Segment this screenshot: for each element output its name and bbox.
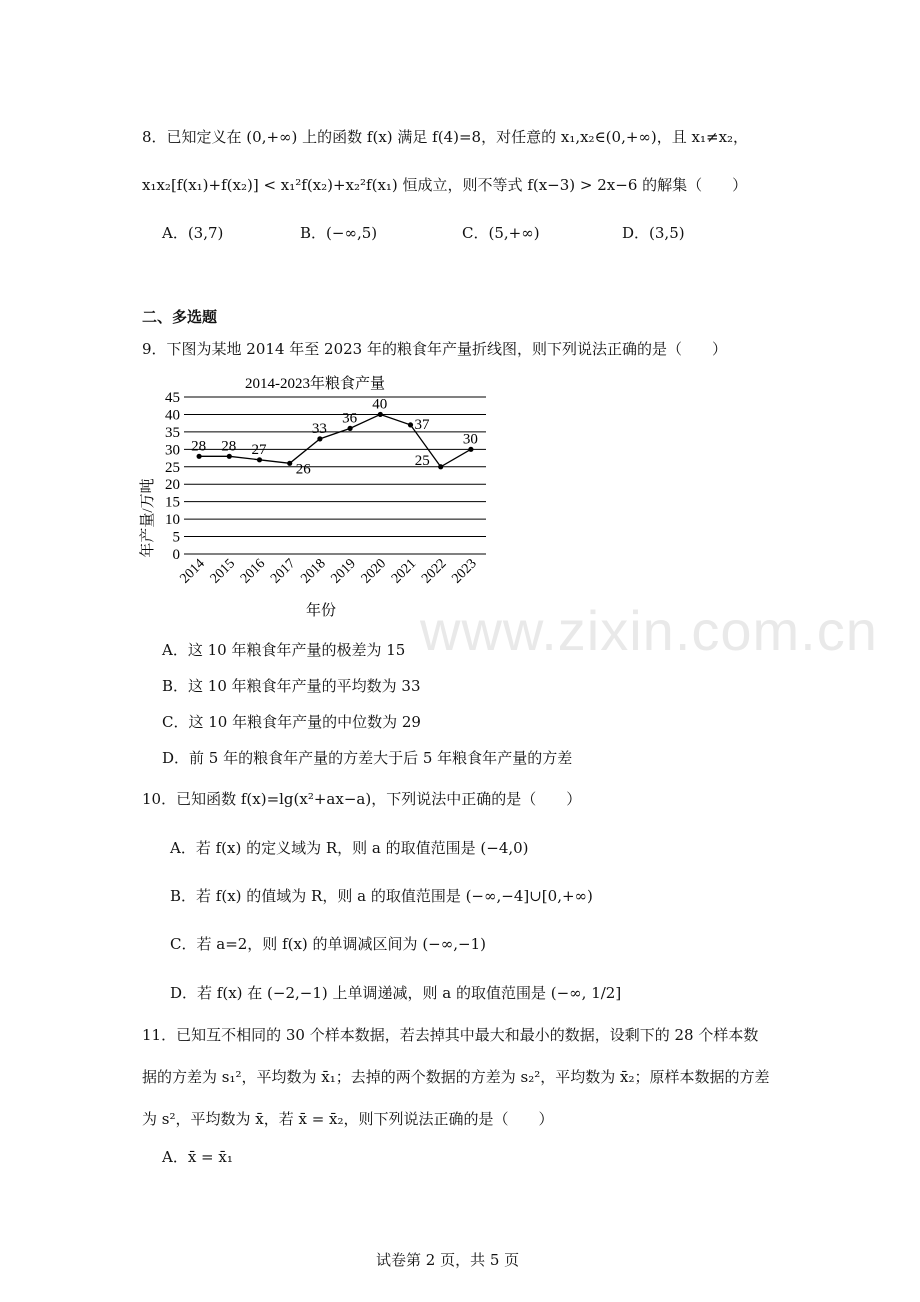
x-tick-label: 2020 bbox=[358, 556, 390, 587]
y-tick-label: 30 bbox=[165, 442, 180, 459]
data-label: 26 bbox=[295, 461, 311, 478]
x-tick-label: 2015 bbox=[207, 556, 239, 587]
x-tick-label: 2018 bbox=[298, 556, 329, 587]
q8-line1: 8．已知定义在 (0,+∞) 上的函数 f(x) 满足 f(4)=8，对任意的 x₁,x₂∈(0,+∞)，且 x₁≠x₂， bbox=[142, 128, 749, 146]
y-tick-label: 15 bbox=[165, 494, 180, 511]
x-tick-label: 2021 bbox=[388, 556, 420, 587]
y-tick-label: 10 bbox=[165, 512, 180, 529]
series-line bbox=[199, 414, 471, 466]
q10-stem: 10．已知函数 f(x)=lg(x²+ax−a)，下列说法中正确的是（ ） bbox=[142, 790, 582, 808]
q10-option-b: B．若 f(x) 的值域为 R，则 a 的取值范围是 (−∞,−4]∪[0,+∞) bbox=[170, 887, 593, 905]
q8-option-d: D．(3,5) bbox=[622, 224, 685, 242]
q9-stem: 9．下图为某地 2014 年至 2023 年的粮食年产量折线图，则下列说法正确的是（ ） bbox=[142, 340, 727, 358]
q10-option-c: C．若 a=2，则 f(x) 的单调减区间为 (−∞,−1) bbox=[170, 935, 486, 953]
data-label: 27 bbox=[251, 441, 267, 458]
y-tick-label: 25 bbox=[165, 459, 180, 476]
x-tick-label: 2022 bbox=[419, 556, 450, 587]
q8-option-a: A．(3,7) bbox=[162, 224, 224, 242]
q8-option-c: C．(5,+∞) bbox=[462, 224, 540, 242]
x-tick-label: 2019 bbox=[328, 556, 359, 587]
x-tick-label: 2023 bbox=[449, 556, 480, 587]
data-point bbox=[257, 457, 262, 462]
q11-line2: 据的方差为 s₁²，平均数为 x̄₁；去掉的两个数据的方差为 s₂²，平均数为 x̄₂；原样本数据的方差 bbox=[142, 1068, 770, 1086]
data-point bbox=[348, 426, 353, 431]
q8-option-b: B．(−∞,5) bbox=[300, 224, 378, 242]
q11-line3: 为 s²，平均数为 x̄，若 x̄ = x̄₂，则下列说法正确的是（ ） bbox=[142, 1110, 554, 1128]
data-label: 37 bbox=[414, 416, 430, 433]
x-tick-label: 2014 bbox=[177, 556, 208, 587]
y-tick-label: 35 bbox=[165, 424, 180, 441]
y-tick-label: 0 bbox=[172, 547, 180, 563]
x-tick-label: 2017 bbox=[268, 556, 299, 587]
data-point bbox=[317, 436, 322, 441]
q10-option-a: A．若 f(x) 的定义域为 R，则 a 的取值范围是 (−4,0) bbox=[170, 839, 529, 857]
data-point bbox=[378, 412, 383, 417]
q9-option-b: B．这 10 年粮食年产量的平均数为 33 bbox=[162, 677, 421, 695]
q9-option-d: D．前 5 年的粮食年产量的方差大于后 5 年粮食年产量的方差 bbox=[162, 749, 573, 767]
q9-option-c: C．这 10 年粮食年产量的中位数为 29 bbox=[162, 713, 421, 731]
y-axis-label: 年产量/万吨 bbox=[140, 478, 156, 558]
chart-title: 2014-2023年粮食产量 bbox=[245, 376, 385, 392]
data-point bbox=[287, 461, 292, 466]
y-tick-label: 5 bbox=[172, 529, 180, 546]
data-label: 30 bbox=[462, 431, 478, 448]
data-point bbox=[197, 454, 202, 459]
data-point bbox=[468, 447, 473, 452]
data-point bbox=[438, 464, 443, 469]
data-label: 40 bbox=[372, 396, 388, 413]
x-axis-label: 年份 bbox=[305, 603, 337, 619]
y-tick-label: 45 bbox=[165, 390, 180, 406]
data-label: 25 bbox=[414, 452, 430, 469]
data-labels bbox=[191, 396, 478, 477]
y-tick-label: 40 bbox=[165, 407, 180, 424]
q8-line2: x₁x₂[f(x₁)+f(x₂)] < x₁²f(x₂)+x₂²f(x₁) 恒成立，则不等式 f(x−3) > 2x−6 的解集（ ） bbox=[142, 176, 748, 194]
q11-line1: 11．已知互不相同的 30 个样本数据，若去掉其中最大和最小的数据，设剩下的 28 个样本数 bbox=[142, 1026, 759, 1044]
series-points bbox=[197, 412, 474, 470]
series-polyline bbox=[199, 414, 471, 466]
section-heading: 二、多选题 bbox=[142, 308, 218, 326]
data-label: 28 bbox=[221, 438, 237, 455]
watermark: www.zixin.com.cn bbox=[420, 599, 878, 662]
page-footer: 试卷第 2 页，共 5 页 bbox=[376, 1251, 520, 1269]
y-tick-label: 20 bbox=[165, 477, 180, 494]
x-tick-labels bbox=[178, 556, 480, 586]
x-tick-label: 2016 bbox=[237, 556, 269, 587]
line-chart bbox=[120, 368, 510, 628]
data-label: 28 bbox=[191, 438, 207, 455]
data-label: 33 bbox=[311, 420, 327, 437]
y-tick-labels bbox=[165, 390, 180, 563]
q11-option-a: A．x̄ = x̄₁ bbox=[162, 1148, 233, 1166]
data-point bbox=[408, 422, 413, 427]
q9-option-a: A．这 10 年粮食年产量的极差为 15 bbox=[162, 641, 406, 659]
data-label: 36 bbox=[342, 410, 358, 427]
chart-gridlines bbox=[184, 397, 486, 554]
q10-option-d: D．若 f(x) 在 (−2,−1) 上单调递减，则 a 的取值范围是 (−∞, 1/2] bbox=[170, 984, 622, 1002]
data-point bbox=[227, 454, 232, 459]
